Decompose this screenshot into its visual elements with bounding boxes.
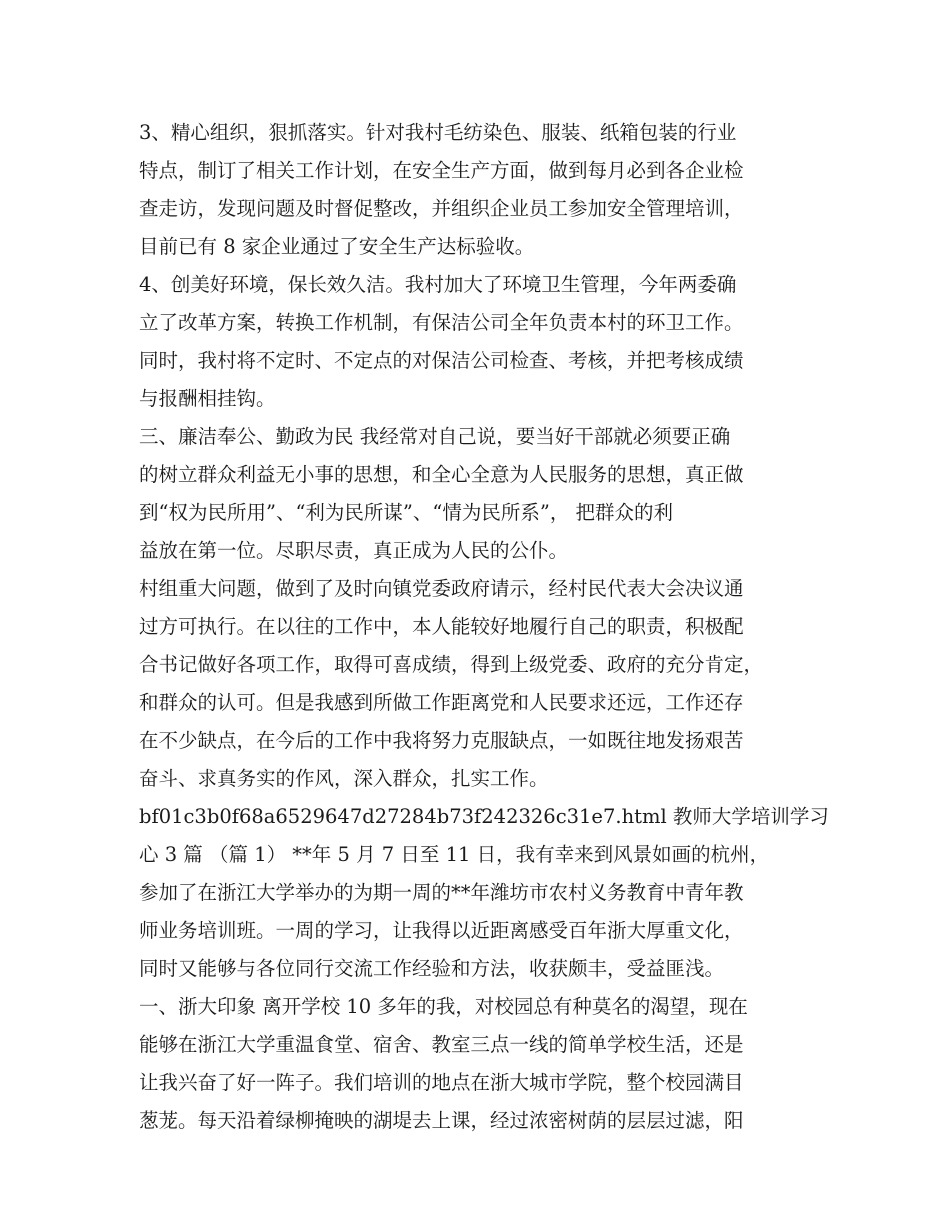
text-line: 合书记做好各项工作，取得可喜成绩，得到上级党委、政府的充分肯定， [139, 653, 764, 676]
text-line: 益放在第一位。尽职尽责，真正成为人民的公仆。 [139, 539, 569, 562]
text-line: 让我兴奋了好一阵子。我们培训的地点在浙大城市学院，整个校园满目 [139, 1071, 744, 1094]
text-line: 查走访，发现问题及时督促整改，并组织企业员工参加安全管理培训， [139, 197, 744, 220]
text-line: 3、精心组织，狠抓落实。针对我村毛纺染色、服装、纸箱包装的行业 [139, 121, 737, 144]
text-line: 心 3 篇 （篇 1） **年 5 月 7 日至 11 日，我有幸来到风景如画的杭州， [139, 843, 770, 866]
text-line: 到“权为民所用”、“利为民所谋”、“情为民所系”， 把群众的利 [139, 501, 674, 524]
text-line: 一、浙大印象 离开学校 10 多年的我，对校园总有种莫名的渴望，现在 [139, 995, 748, 1018]
text-line: 村组重大问题，做到了及时向镇党委政府请示，经村民代表大会决议通 [139, 577, 744, 600]
text-line: 和群众的认可。但是我感到所做工作距离党和人民要求还远，工作还存 [139, 691, 744, 714]
text-line: 葱茏。每天沿着绿柳掩映的湖堤去上课，经过浓密树荫的层层过滤，阳 [139, 1109, 744, 1132]
text-line: bf01c3b0f68a6529647d27284b73f242326c31e7.html 教师大学培训学习 [139, 805, 829, 828]
text-line: 过方可执行。在以往的工作中，本人能较好地履行自己的职责，积极配 [139, 615, 744, 638]
document-body [139, 114, 829, 1140]
text-line: 立了改革方案，转换工作机制，有保洁公司全年负责本村的环卫工作。 [139, 311, 744, 334]
text-line: 同时又能够与各位同行交流工作经验和方法，收获颇丰，受益匪浅。 [139, 957, 725, 980]
text-line: 目前已有 8 家企业通过了安全生产达标验收。 [139, 235, 535, 258]
text-line: 在不少缺点，在今后的工作中我将努力克服缺点，一如既往地发扬艰苦 [139, 729, 744, 752]
text-line: 的树立群众利益无小事的思想，和全心全意为人民服务的思想，真正做 [139, 463, 744, 486]
text-line: 奋斗、求真务实的作风，深入群众，扎实工作。 [139, 767, 549, 790]
text-line: 同时，我村将不定时、不定点的对保洁公司检查、考核，并把考核成绩 [139, 349, 744, 372]
text-line: 三、廉洁奉公、勤政为民 我经常对自己说，要当好干部就必须要正确 [139, 425, 731, 448]
text-line: 能够在浙江大学重温食堂、宿舍、教室三点一线的简单学校生活，还是 [139, 1033, 744, 1056]
text-line: 特点，制订了相关工作计划，在安全生产方面，做到每月必到各企业检 [139, 159, 744, 182]
text-line: 参加了在浙江大学举办的为期一周的**年潍坊市农村义务教育中青年教 [139, 881, 744, 904]
text-line: 与报酬相挂钩。 [139, 387, 276, 410]
text-line: 师业务培训班。一周的学习，让我得以近距离感受百年浙大厚重文化， [139, 919, 744, 942]
text-line: 4、创美好环境，保长效久洁。我村加大了环境卫生管理，今年两委确 [139, 273, 737, 296]
